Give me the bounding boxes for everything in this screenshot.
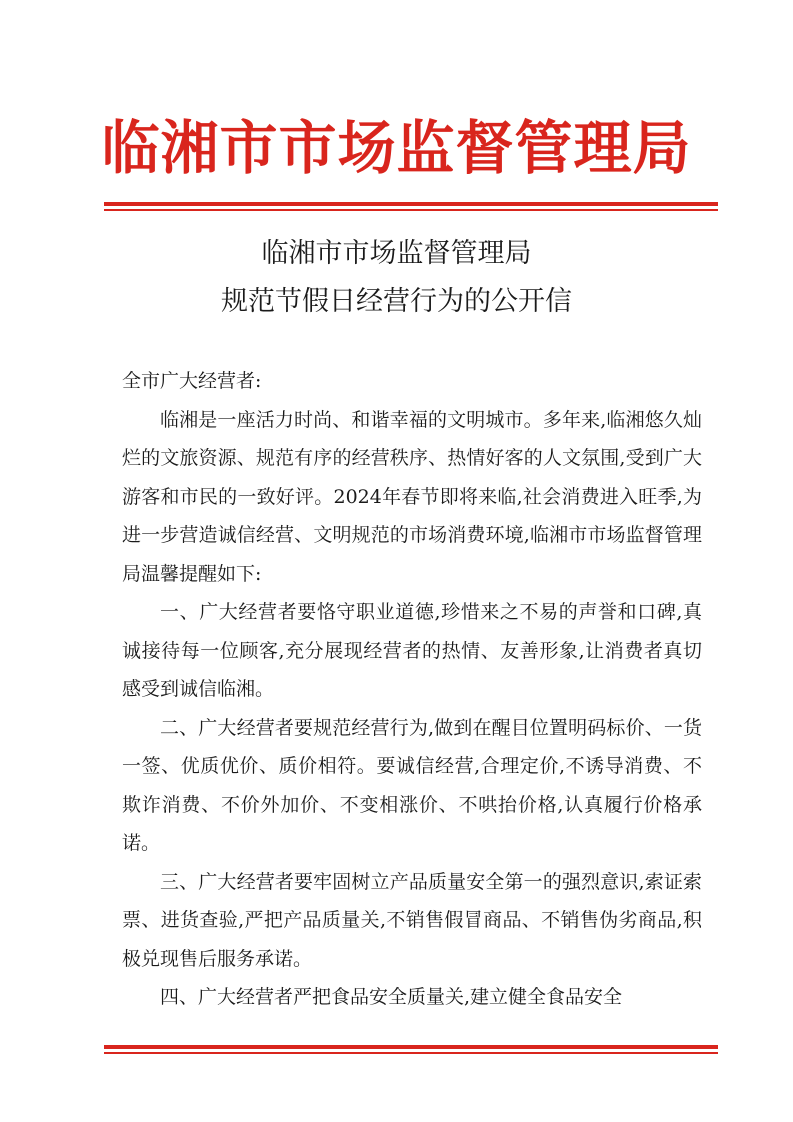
- letterhead-title: 临湘市市场监督管理局: [101, 114, 692, 182]
- salutation: 全市广大经营者:: [122, 370, 262, 392]
- paragraph-item-4: 四、广大经营者严把食品安全质量关,建立健全食品安全: [160, 986, 623, 1008]
- paragraph-item-3: 三、广大经营者要牢固树立产品质量安全第一的强烈意识,索证索票、进货查验,严把产品质量关,不销售假冒商品、不销售伪劣商品,积极兑现售后服务承诺。: [122, 870, 702, 970]
- paragraph-item-1: 一、广大经营者要恪守职业道德,珍惜来之不易的声誉和口碑,真诚接待每一位顾客,充分展现经营者的热情、友善形象,让消费者真切感受到诚信临湘。: [122, 601, 702, 700]
- paragraph-intro: 临湘是一座活力时尚、和谐幸福的文明城市。多年来,临湘悠久灿烂的文旅资源、规范有序的经营秩序、热情好客的人文氛围,受到广大游客和市民的一致好评。2024年春节即将来临,社会消费进入旺季,为进一步营造诚信经营、文明规范的市场消费环境,临湘市市场监督管理局温馨提醒如下:: [122, 408, 702, 585]
- document-title-line-2: 规范节假日经营行为的公开信: [221, 286, 572, 317]
- divider-thick-line: [104, 1045, 718, 1049]
- document-title-line-1: 临湘市市场监督管理局: [261, 238, 532, 269]
- divider-thin-line: [104, 1052, 718, 1054]
- divider-thick-line: [104, 202, 718, 206]
- letterhead-divider-top: [104, 202, 718, 211]
- letter-body: [122, 362, 702, 1017]
- paragraph-item-2: 二、广大经营者要规范经营行为,做到在醒目位置明码标价、一货一签、优质优价、质价相符。要诚信经营,合理定价,不诱导消费、不欺诈消费、不价外加价、不变相涨价、不哄抬价格,认真履行价格承诺。: [122, 716, 702, 854]
- divider-thin-line: [104, 209, 718, 211]
- footer-divider: [104, 1045, 718, 1054]
